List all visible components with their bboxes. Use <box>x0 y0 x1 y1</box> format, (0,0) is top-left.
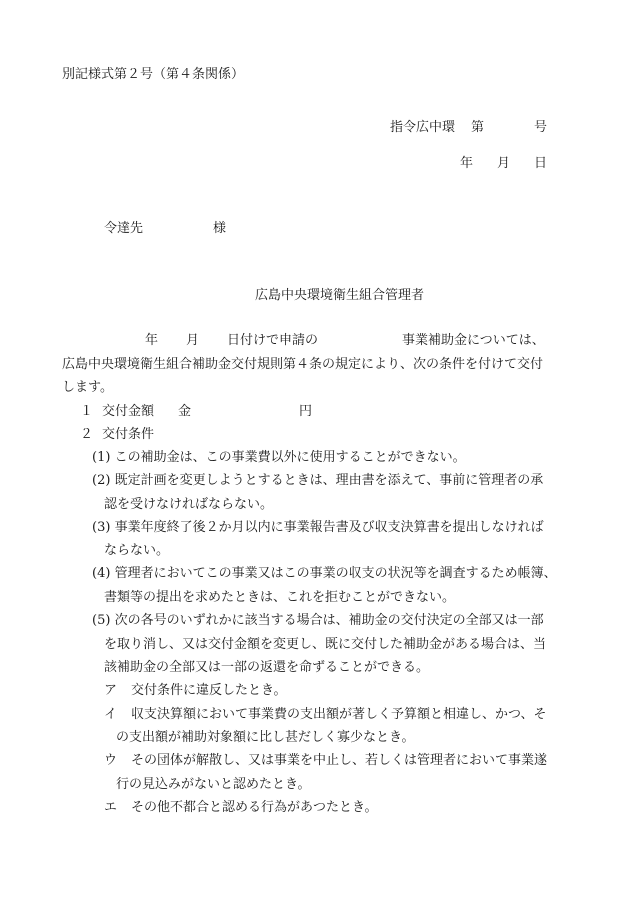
condition-number: (3) <box>92 520 111 535</box>
sub-item-e <box>104 801 378 814</box>
item-label: 交付金額 <box>102 404 155 419</box>
order-number <box>390 121 547 134</box>
intro-line-1 <box>145 334 545 347</box>
condition-5-cont: を取り消し、又は交付金額を変更し、既に交付した補助金がある場合は、当 <box>104 637 547 652</box>
sub-item-text: 収支決算額において事業費の支出額が著しく予算額と相違し、かつ、そ <box>131 707 547 722</box>
condition-1 <box>92 451 466 464</box>
item-label: 交付条件 <box>102 427 155 442</box>
condition-text: この補助金は、この事業費以外に使用することができない。 <box>114 450 466 465</box>
sub-item-i-cont: の支出額が補助対象額に比し甚だしく寡少なとき。 <box>116 730 415 745</box>
sub-item-text: その他不都合と認める行為があつたとき。 <box>131 800 378 815</box>
date-day: 日 <box>534 156 548 171</box>
condition-5-cont: 該補助金の全部又は一部の返還を命ずることができる。 <box>104 660 430 675</box>
intro-line-2: 広島中央環境衛生組合補助金交付規則第４条の規定により、次の条件を付けて交付 <box>62 357 544 372</box>
condition-4-cont: 書類等の提出を求めたときは、これを拒むことができない。 <box>104 590 456 605</box>
condition-number: (2) <box>92 473 111 488</box>
condition-number: (5) <box>92 613 111 628</box>
date-header <box>460 157 547 170</box>
condition-3-cont: ならない。 <box>104 543 170 558</box>
sub-item-i <box>104 708 547 721</box>
sub-item-kana: ウ <box>104 753 118 768</box>
form-label: 別記様式第２号（第４条関係） <box>62 67 245 82</box>
amount-kin: 金 <box>178 404 192 419</box>
sub-item-text: 交付条件に違反したとき。 <box>131 683 287 698</box>
condition-text: 次の各号のいずれかに該当する場合は、補助金の交付決定の全部又は一部 <box>114 613 544 628</box>
condition-2 <box>92 474 543 487</box>
condition-4 <box>92 567 557 580</box>
condition-text: 管理者においてこの事業又はこの事業の収支の状況等を調査するため帳簿、 <box>114 566 557 581</box>
order-number-prefix: 指令広中環 <box>390 120 456 135</box>
sub-item-text: その団体が解散し、又は事業を中止し、若しくは管理者において事業遂 <box>131 753 548 768</box>
order-number-dai: 第 <box>471 120 485 135</box>
intro-line-3: します。 <box>62 380 113 395</box>
recipient-honorific: 様 <box>213 221 227 236</box>
order-number-go: 号 <box>534 120 548 135</box>
condition-number: (4) <box>92 566 111 581</box>
issuer: 広島中央環境衛生組合管理者 <box>255 288 425 303</box>
amount-yen: 円 <box>299 404 313 419</box>
item-number: ２ <box>80 427 94 442</box>
sub-item-a <box>104 684 287 697</box>
condition-number: (1) <box>92 450 111 465</box>
intro-subsidy: 事業補助金については、 <box>402 333 545 348</box>
date-month: 月 <box>497 156 511 171</box>
item-conditions <box>80 428 154 441</box>
sub-item-u-cont: 行の見込みがないと認めたとき。 <box>116 777 311 792</box>
condition-text: 事業年度終了後２か月以内に事業報告書及び収支決算書を提出しなければ <box>114 520 544 535</box>
intro-year: 年 <box>145 333 159 348</box>
sub-item-kana: イ <box>104 707 118 722</box>
condition-5 <box>92 614 544 627</box>
item-number: １ <box>80 404 94 419</box>
sub-item-kana: ア <box>104 683 118 698</box>
sub-item-kana: エ <box>104 800 118 815</box>
date-year: 年 <box>460 156 474 171</box>
condition-2-cont: 認を受けなければならない。 <box>104 497 274 512</box>
item-amount <box>80 405 312 418</box>
intro-month: 月 <box>186 333 200 348</box>
sub-item-u <box>104 754 547 767</box>
condition-text: 既定計画を変更しようとするときは、理由書を添えて、事前に管理者の承 <box>114 473 544 488</box>
recipient-label: 令達先 <box>104 221 144 236</box>
intro-date-suffix: 日付けで申請の <box>227 333 319 348</box>
recipient <box>104 222 226 235</box>
condition-3 <box>92 521 544 534</box>
